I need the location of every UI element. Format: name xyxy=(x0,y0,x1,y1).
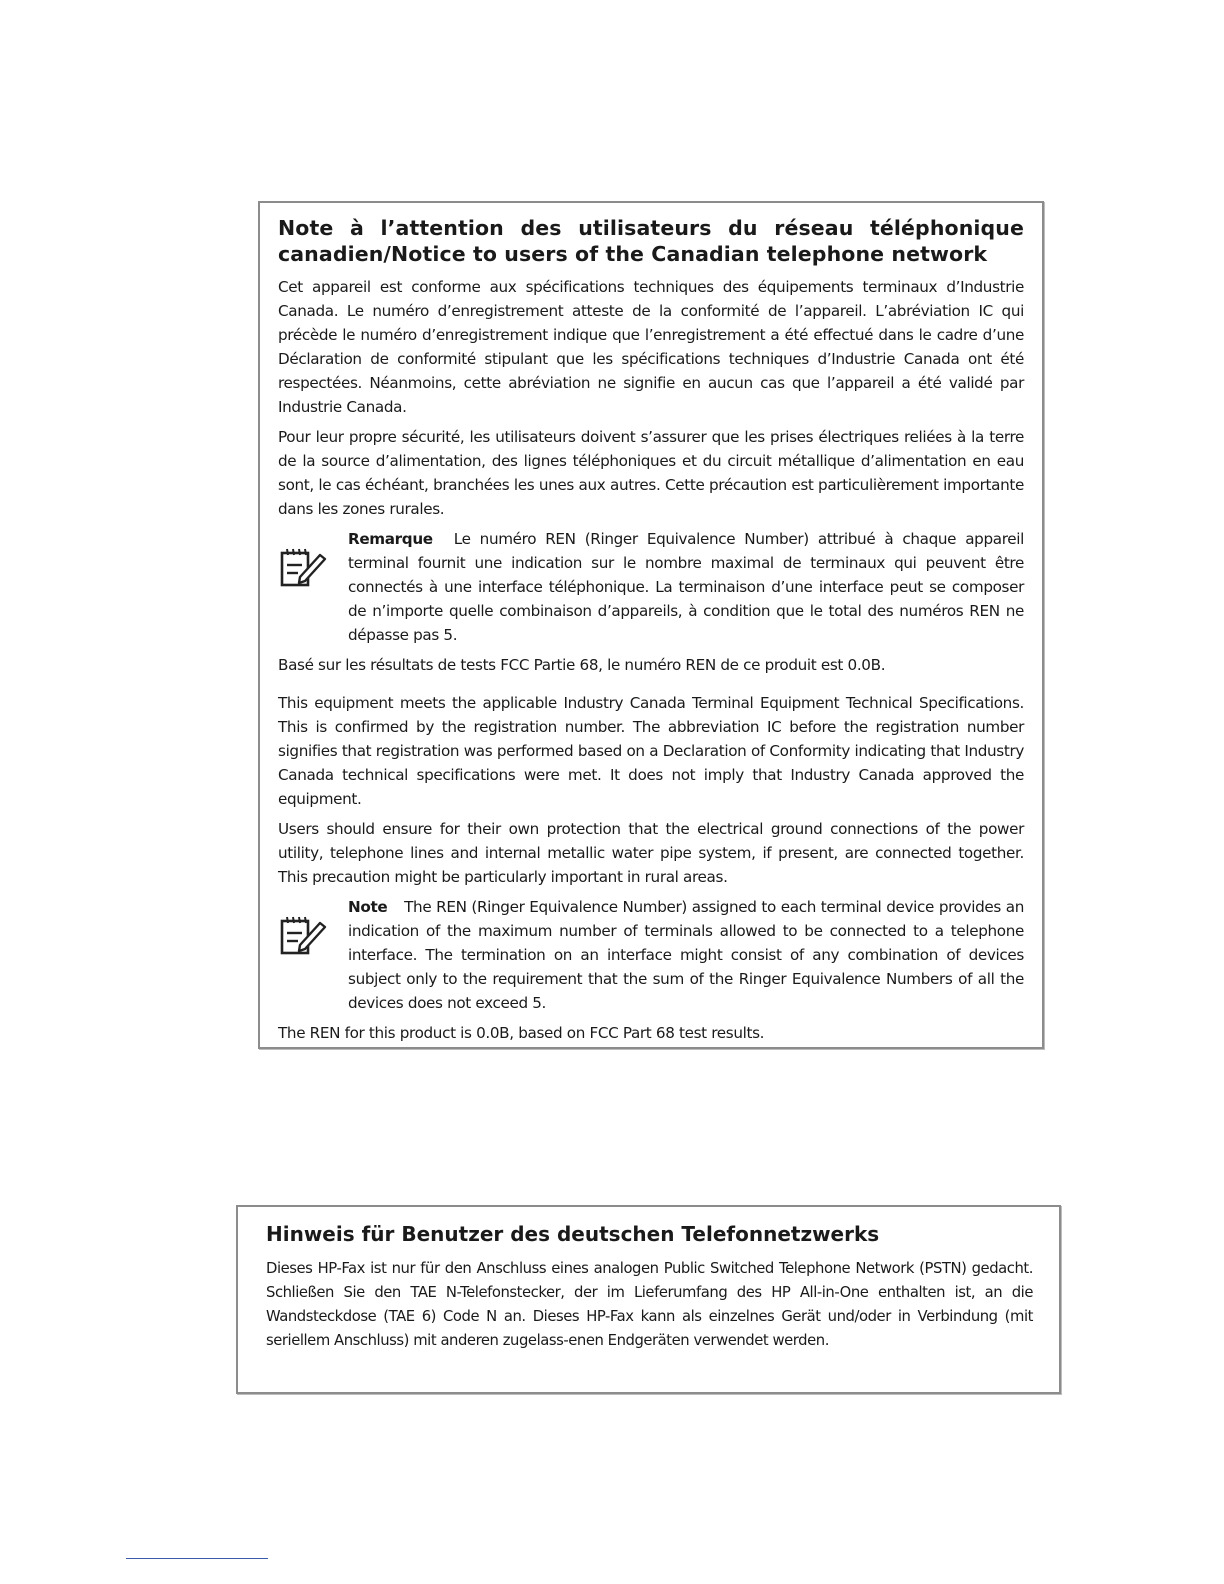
canada-en-note-label: Note xyxy=(348,898,388,916)
canada-en-ren: The REN for this product is 0.0B, based on FCC Part 68 test results. xyxy=(278,1024,765,1042)
canada-fr-ren: Basé sur les résultats de tests FCC Partie 68, le numéro REN de ce produit est 0.0B. xyxy=(278,656,886,674)
canada-fr-note-label: Remarque xyxy=(348,530,433,548)
german-notice-box xyxy=(236,1205,1061,1394)
german-notice-text: Dieses HP-Fax ist nur für den Anschluss eines analogen Public Switched Telephone Network (PSTN) gedacht. Schließen Sie den TAE N-Telefonstecker, der im Lieferumfang des HP All-in-One enthalten ist, an die Wandsteckdose (TAE 6) Code N an. Dieses HP-Fax kann als einzelnes Gerät und/oder in Verbindung (mit seriellem Anschluss) mit anderen zugelass-enen Endgeräten verwendet werden. xyxy=(266,1260,1033,1349)
canada-en-paragraph-1: This equipment meets the applicable Industry Canada Terminal Equipment Technical Specifications. This is confirmed by the registration number. The abbreviation IC before the registration number signifies that registration was performed based on a Declaration of Conformity indicating that Industry Canada technical specifications were met. It does not imply that Industry Canada approved the equipment. xyxy=(278,694,1024,808)
canada-fr-paragraph-1: Cet appareil est conforme aux spécifications techniques des équipements terminaux d’Industrie Canada. Le numéro d’enregistrement atteste de la conformité de l’appareil. L’abréviation IC qui précède le numéro d’enregistrement indique que l’enregistrement a été effectué dans le cadre d’une Déclaration de conformité stipulant que les spécifications techniques d’Industrie Canada ont été respectées. Néanmoins, cette abréviation ne signifie en aucun cas que l’appareil a été validé par Industrie Canada. xyxy=(278,278,1024,416)
canada-en-note-body xyxy=(348,895,1024,1015)
canada-en-note xyxy=(278,895,1024,1015)
canada-fr-note-body xyxy=(348,527,1024,647)
note-pencil-icon xyxy=(278,909,328,959)
note-pencil-icon xyxy=(278,541,328,591)
canada-en-paragraph-2: Users should ensure for their own protection that the electrical ground connections of the power utility, telephone lines and internal metallic water pipe system, if present, are connected together. This precaution might be particularly important in rural areas. xyxy=(278,820,1024,886)
canada-en-note-text: The REN (Ringer Equivalence Number) assigned to each terminal device provides an indication of the maximum number of terminals allowed to be connected to a telephone interface. The termination on an interface might consist of any combination of devices subject only to the requirement that the sum of the Ringer Equivalence Numbers of all the devices does not exceed 5. xyxy=(348,898,1024,1012)
canada-notice-title: Note à l’attention des utilisateurs du réseau téléphonique canadien/Notice to users of the Canadian telephone network xyxy=(278,216,1024,266)
canada-fr-note xyxy=(278,527,1024,647)
canada-notice-box xyxy=(258,201,1044,1049)
footer-rule xyxy=(126,1558,268,1559)
german-notice-title: Hinweis für Benutzer des deutschen Telefonnetzwerks xyxy=(266,1222,880,1246)
canada-fr-note-text: Le numéro REN (Ringer Equivalence Number) attribué à chaque appareil terminal fournit une indication sur le nombre maximal de terminaux qui peuvent être connectés à une interface téléphonique. La terminaison d’une interface peut se composer de n’importe quelle combinaison d’appareils, à condition que le total des numéros REN ne dépasse pas 5. xyxy=(348,530,1024,644)
canada-fr-paragraph-2: Pour leur propre sécurité, les utilisateurs doivent s’assurer que les prises électriques reliées à la terre de la source d’alimentation, des lignes téléphoniques et du circuit métallique d’alimentation en eau sont, le cas échéant, branchées les unes aux autres. Cette précaution est particulièrement importante dans les zones rurales. xyxy=(278,428,1024,518)
